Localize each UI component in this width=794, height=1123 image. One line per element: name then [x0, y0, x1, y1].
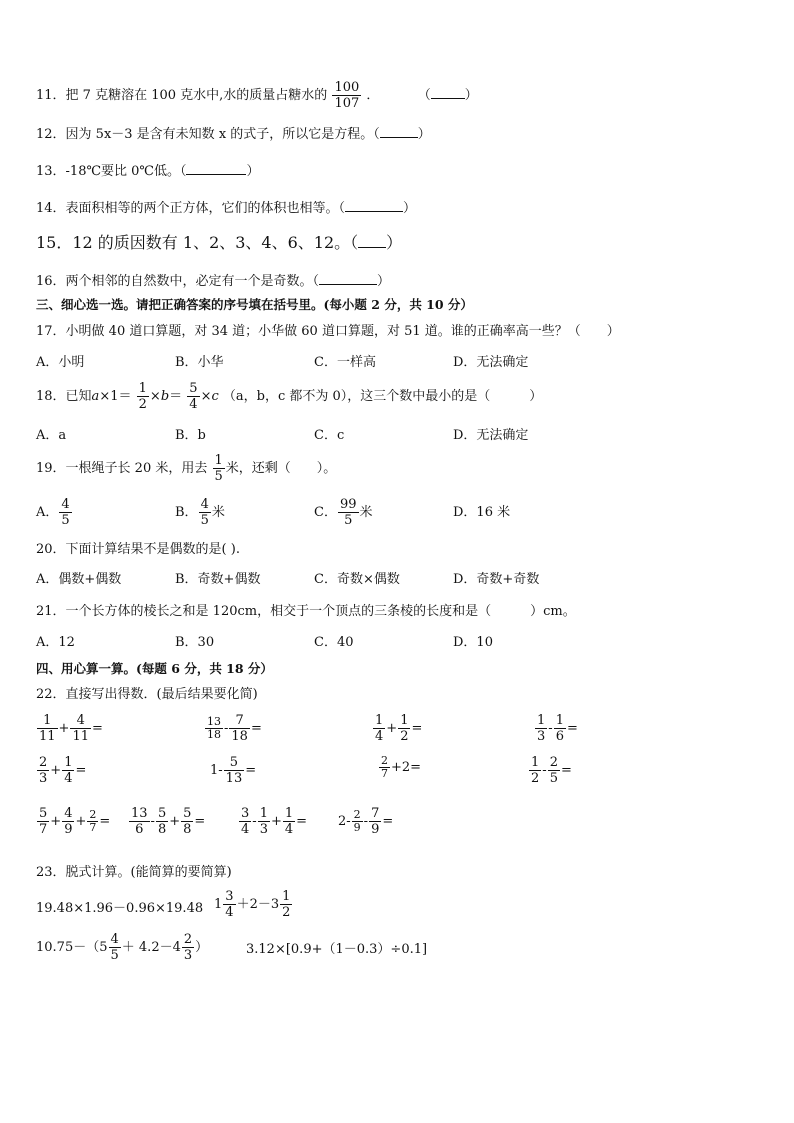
q11-text: 11．把 7 克糖溶在 100 克水中,水的质量占糖水的 [36, 88, 328, 103]
calc-r1-e4: $\frac{1}{3}$ - $\frac{1}{6}$ = [537, 713, 578, 744]
question-14: 14．表面积相等的两个正方体，它们的体积也相等。（ ） [36, 201, 417, 216]
calc-r3-e4: 2- $\frac{2}{9}$ - $\frac{7}{9}$ = [338, 806, 394, 837]
q18-option-b[interactable]: B．b [175, 428, 206, 443]
q21-option-a[interactable]: A．12 [36, 635, 75, 650]
q21-option-b[interactable]: B．30 [175, 635, 215, 650]
calc-r2-e3: $\frac{2}{7}$ +2= [381, 754, 422, 780]
q19-option-b[interactable]: B． $\frac{4}{5}$ 米 [175, 497, 225, 528]
q13-answer-blank[interactable] [186, 162, 246, 175]
question-15: 15．12 的质因数有 1、2、3、4、6、12。（ ） [36, 233, 403, 252]
section-4-heading: 四、用心算一算。(每题 6 分，共 18 分） [36, 661, 273, 676]
calc-r2-e1: $\frac{2}{3}$ + $\frac{1}{4}$ = [39, 755, 87, 786]
section-3-heading: 三、细心选一选。请把正确答案的序号填在括号里。(每小题 2 分，共 10 分） [36, 297, 473, 312]
q12-answer-blank[interactable] [380, 125, 418, 138]
q19-option-c[interactable]: C． $\frac{99}{5}$ 米 [314, 497, 373, 528]
q23-expr-4: 3.12×[0.9+（1－0.3）÷0.1] [246, 942, 428, 957]
question-18: 18．已知a×1＝ $\frac{1}{2}$ ×b＝ $\frac{5}{4}$ ×c （a，b，c 都不为 0），这三个数中最小的是（ ） [36, 381, 543, 412]
q20-option-d[interactable]: D．奇数+奇数 [453, 572, 540, 587]
q17-option-d[interactable]: D．无法确定 [453, 355, 529, 370]
calc-r2-e2: 1- $\frac{5}{13}$ = [210, 755, 257, 786]
q18-option-c[interactable]: C．c [314, 428, 345, 443]
q11-fraction: $\frac{100}{107}$ [334, 80, 360, 111]
question-23: 23．脱式计算。(能简算的要简算) [36, 865, 232, 880]
q19-option-d[interactable]: D．16 米 [453, 505, 511, 520]
q17-option-a[interactable]: A．小明 [36, 355, 85, 370]
q16-answer-blank[interactable] [319, 272, 377, 285]
q23-expr-1: 19.48×1.96－0.96×19.48 [36, 901, 204, 916]
calc-r2-e4: $\frac{1}{2}$ - $\frac{2}{5}$ = [531, 755, 572, 786]
q14-answer-blank[interactable] [345, 199, 403, 212]
calc-r1-e1: $\frac{1}{11}$ + $\frac{4}{11}$ = [39, 713, 103, 744]
q21-option-d[interactable]: D．10 [453, 635, 493, 650]
question-17: 17．小明做 40 道口算题，对 34 道；小华做 60 道口算题，对 51 道。谁的正确率高一些？（ ） [36, 324, 620, 339]
calc-r3-e2: $\frac{13}{6}$ - $\frac{5}{8}$ + $\frac{5}{8}$ = [131, 806, 206, 837]
q19-fraction: $\frac{1}{5}$ [214, 453, 223, 484]
q17-option-b[interactable]: B．小华 [175, 355, 224, 370]
question-21: 21．一个长方体的棱长之和是 120cm，相交于一个顶点的三条棱的长度和是（ ）cm。 [36, 604, 576, 619]
question-11: 11．把 7 克糖溶在 100 克水中,水的质量占糖水的 $\frac{100}{107}$ ． （ ） [36, 80, 478, 111]
q11-answer-blank[interactable] [431, 86, 465, 99]
q20-option-c[interactable]: C．奇数×偶数 [314, 572, 400, 587]
q23-expr-2: 1 $\frac{3}{4}$ ＋2－3 $\frac{1}{2}$ [214, 889, 291, 920]
q21-option-c[interactable]: C．40 [314, 635, 354, 650]
q23-expr-3: 10.75－（5 $\frac{4}{5}$ ＋ 4.2－4 $\frac{2}{3}$ ） [36, 932, 209, 963]
calc-r1-e2: $\frac{13}{18}$ - $\frac{7}{18}$ = [207, 713, 262, 744]
q18-option-a[interactable]: A．a [36, 428, 67, 443]
calc-r1-e3: $\frac{1}{4}$ + $\frac{1}{2}$ = [375, 713, 423, 744]
q20-option-a[interactable]: A．偶数+偶数 [36, 572, 122, 587]
question-19: 19．一根绳子长 20 米，用去 $\frac{1}{5}$ 米，还剩（ ）。 [36, 453, 337, 484]
q20-option-b[interactable]: B．奇数+偶数 [175, 572, 261, 587]
question-20: 20．下面计算结果不是偶数的是( ). [36, 542, 240, 557]
q15-answer-blank[interactable] [358, 233, 386, 248]
question-12: 12．因为 5x－3 是含有未知数 x 的式子，所以它是方程。（ ） [36, 127, 431, 142]
question-13: 13．-18℃要比 0℃低。（ ） [36, 164, 260, 179]
question-16: 16．两个相邻的自然数中，必定有一个是奇数。（ ） [36, 274, 391, 289]
question-22: 22．直接写出得数．(最后结果要化简) [36, 687, 258, 702]
calc-r3-e3: $\frac{3}{4}$ - $\frac{1}{3}$ + $\frac{1}{4}$ = [241, 806, 308, 837]
q18-fraction-half: $\frac{1}{2}$ [138, 381, 147, 412]
calc-r3-e1: $\frac{5}{7}$ + $\frac{4}{9}$ + $\frac{2}{7}$ = [39, 806, 111, 837]
q19-option-a[interactable]: A． $\frac{4}{5}$ [36, 497, 70, 528]
q17-option-c[interactable]: C．一样高 [314, 355, 376, 370]
q18-option-d[interactable]: D．无法确定 [453, 428, 529, 443]
q18-fraction-five-fourths: $\frac{5}{4}$ [189, 381, 198, 412]
